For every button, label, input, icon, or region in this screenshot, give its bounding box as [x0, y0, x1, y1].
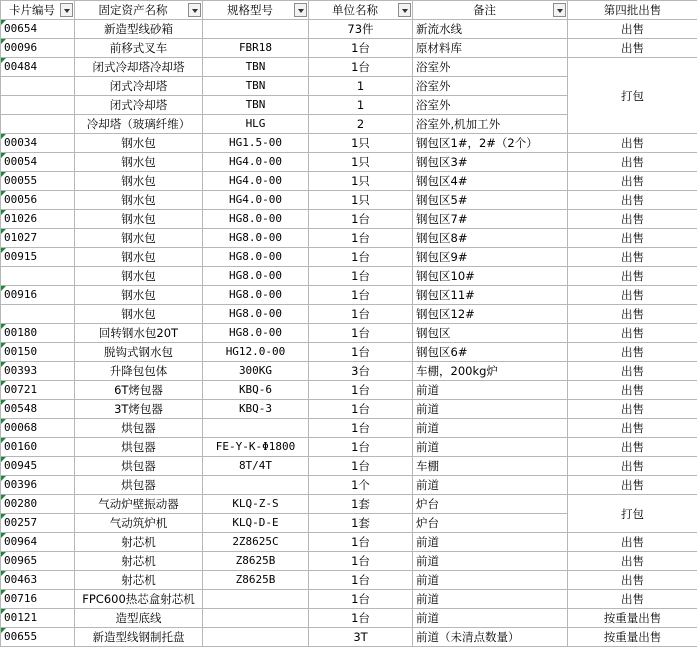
note-cell[interactable]: 前道 — [413, 590, 568, 609]
note-cell[interactable]: 原材料库 — [413, 39, 568, 58]
card-id-cell[interactable]: 00916 — [1, 286, 75, 305]
asset-name-cell[interactable]: 钢水包 — [75, 191, 203, 210]
table-row — [1, 210, 697, 229]
spec-cell[interactable]: KLQ-Z-S — [203, 495, 309, 514]
note-cell[interactable]: 钢包区8# — [413, 229, 568, 248]
note-cell[interactable]: 前道 — [413, 476, 568, 495]
sale-status-cell[interactable]: 出售 — [568, 153, 697, 172]
spec-cell[interactable]: KLQ-D-E — [203, 514, 309, 533]
asset-name-cell[interactable]: 6T烤包器 — [75, 381, 203, 400]
card-id-cell[interactable]: 00965 — [1, 552, 75, 571]
card-id-cell[interactable]: 00655 — [1, 628, 75, 647]
note-cell[interactable]: 钢包区9# — [413, 248, 568, 267]
note-cell[interactable]: 前道 — [413, 400, 568, 419]
unit-cell[interactable]: 3T — [309, 628, 413, 647]
unit-cell[interactable]: 1台 — [309, 324, 413, 343]
unit-cell[interactable]: 3台 — [309, 362, 413, 381]
sale-status-cell[interactable]: 出售 — [568, 286, 697, 305]
spec-cell[interactable] — [203, 419, 309, 438]
sale-status-cell[interactable]: 出售 — [568, 305, 697, 324]
unit-cell[interactable]: 1台 — [309, 571, 413, 590]
spec-cell[interactable]: HG8.0-00 — [203, 248, 309, 267]
unit-cell[interactable]: 1台 — [309, 457, 413, 476]
sale-status-cell[interactable]: 出售 — [568, 457, 697, 476]
spec-cell[interactable]: FE-Y-K-Φ1800 — [203, 438, 309, 457]
filter-dropdown-icon[interactable] — [553, 3, 566, 17]
spec-cell[interactable]: TBN — [203, 77, 309, 96]
sale-status-cell[interactable]: 打包 — [568, 495, 697, 533]
unit-cell[interactable]: 1只 — [309, 134, 413, 153]
asset-name-cell[interactable]: 回转钢水包20T — [75, 324, 203, 343]
note-cell[interactable]: 浴室外 — [413, 77, 568, 96]
table-row — [1, 267, 697, 286]
spec-cell[interactable]: TBN — [203, 58, 309, 77]
spec-cell[interactable]: HG8.0-00 — [203, 267, 309, 286]
filter-dropdown-icon[interactable] — [398, 3, 411, 17]
note-cell[interactable]: 浴室外,机加工外 — [413, 115, 568, 134]
unit-cell[interactable]: 1台 — [309, 210, 413, 229]
asset-name-cell[interactable]: 钢水包 — [75, 134, 203, 153]
card-id-cell[interactable]: 00964 — [1, 533, 75, 552]
spec-cell[interactable]: Z8625B — [203, 552, 309, 571]
card-id-cell[interactable] — [1, 77, 75, 96]
note-cell[interactable]: 炉台 — [413, 495, 568, 514]
unit-cell[interactable]: 1台 — [309, 400, 413, 419]
card-id-cell[interactable]: 00915 — [1, 248, 75, 267]
note-cell[interactable]: 钢包区3# — [413, 153, 568, 172]
asset-name-cell[interactable]: 前移式叉车 — [75, 39, 203, 58]
sale-status-cell[interactable]: 出售 — [568, 476, 697, 495]
unit-cell[interactable]: 1台 — [309, 609, 413, 628]
unit-cell[interactable]: 1只 — [309, 153, 413, 172]
table-body — [1, 20, 697, 647]
sale-status-cell[interactable]: 打包 — [568, 58, 697, 134]
spec-cell[interactable]: HG8.0-00 — [203, 286, 309, 305]
asset-name-cell[interactable]: 钢水包 — [75, 210, 203, 229]
unit-cell[interactable]: 1套 — [309, 514, 413, 533]
sale-status-cell[interactable]: 出售 — [568, 571, 697, 590]
sale-status-cell[interactable]: 按重量出售 — [568, 628, 697, 647]
table-row — [1, 58, 697, 77]
asset-name-cell[interactable]: 脱钩式钢水包 — [75, 343, 203, 362]
spec-cell[interactable] — [203, 590, 309, 609]
spec-cell[interactable] — [203, 476, 309, 495]
asset-name-cell[interactable]: 闭式冷却塔 — [75, 77, 203, 96]
asset-name-cell[interactable]: 射芯机 — [75, 533, 203, 552]
table-row — [1, 343, 697, 362]
spec-cell[interactable] — [203, 609, 309, 628]
asset-name-cell[interactable]: 烘包器 — [75, 457, 203, 476]
card-id-cell[interactable] — [1, 96, 75, 115]
unit-cell[interactable]: 73件 — [309, 20, 413, 39]
unit-cell[interactable]: 1台 — [309, 248, 413, 267]
note-cell[interactable]: 钢包区 — [413, 324, 568, 343]
spec-cell[interactable]: HG12.0-00 — [203, 343, 309, 362]
sale-status-cell[interactable]: 出售 — [568, 362, 697, 381]
card-id-cell[interactable]: 00548 — [1, 400, 75, 419]
card-id-cell[interactable]: 00068 — [1, 419, 75, 438]
unit-cell[interactable]: 1台 — [309, 438, 413, 457]
sale-status-cell[interactable]: 出售 — [568, 343, 697, 362]
card-id-cell[interactable]: 00463 — [1, 571, 75, 590]
filter-dropdown-icon[interactable] — [60, 3, 73, 17]
table-row — [1, 134, 697, 153]
sale-status-cell[interactable]: 出售 — [568, 191, 697, 210]
note-cell[interactable]: 钢包区12# — [413, 305, 568, 324]
sale-status-cell[interactable]: 出售 — [568, 438, 697, 457]
spec-cell[interactable]: 2Z8625C — [203, 533, 309, 552]
sale-status-cell[interactable]: 出售 — [568, 172, 697, 191]
asset-name-cell[interactable]: 3T烤包器 — [75, 400, 203, 419]
asset-name-cell[interactable]: 钢水包 — [75, 153, 203, 172]
table-row — [1, 20, 697, 39]
header-card-id[interactable]: 卡片编号 — [1, 1, 75, 20]
spec-cell[interactable]: 300KG — [203, 362, 309, 381]
sale-status-cell[interactable]: 出售 — [568, 419, 697, 438]
unit-cell[interactable]: 1只 — [309, 172, 413, 191]
sale-status-cell[interactable]: 按重量出售 — [568, 609, 697, 628]
unit-cell[interactable]: 1只 — [309, 191, 413, 210]
note-cell[interactable]: 浴室外 — [413, 96, 568, 115]
header-row — [1, 1, 697, 20]
unit-cell[interactable]: 1台 — [309, 39, 413, 58]
sale-status-cell[interactable]: 出售 — [568, 248, 697, 267]
note-cell[interactable]: 车棚 — [413, 457, 568, 476]
sale-status-cell[interactable]: 出售 — [568, 324, 697, 343]
header-unit[interactable]: 单位名称 — [309, 1, 413, 20]
card-id-cell[interactable]: 00257 — [1, 514, 75, 533]
table-row — [1, 533, 697, 552]
header-spec[interactable]: 规格型号 — [203, 1, 309, 20]
card-id-cell[interactable]: 00716 — [1, 590, 75, 609]
table-row — [1, 628, 697, 647]
spec-cell[interactable]: HG8.0-00 — [203, 324, 309, 343]
card-id-cell[interactable]: 00160 — [1, 438, 75, 457]
spec-cell[interactable]: HG4.0-00 — [203, 191, 309, 210]
card-id-cell[interactable]: 00096 — [1, 39, 75, 58]
unit-cell[interactable]: 1台 — [309, 267, 413, 286]
note-cell[interactable]: 前道 — [413, 438, 568, 457]
table-row — [1, 457, 697, 476]
spec-cell[interactable]: HLG — [203, 115, 309, 134]
table-row — [1, 552, 697, 571]
spec-cell[interactable]: TBN — [203, 96, 309, 115]
note-cell[interactable]: 车棚，200kg炉 — [413, 362, 568, 381]
table-row — [1, 571, 697, 590]
card-id-cell[interactable]: 00150 — [1, 343, 75, 362]
note-cell[interactable]: 钢包区5# — [413, 191, 568, 210]
card-id-cell[interactable] — [1, 305, 75, 324]
unit-cell[interactable]: 1套 — [309, 495, 413, 514]
sale-status-cell[interactable]: 出售 — [568, 229, 697, 248]
card-id-cell[interactable]: 00055 — [1, 172, 75, 191]
asset-name-cell[interactable]: 烘包器 — [75, 419, 203, 438]
header-asset-name[interactable]: 固定资产名称 — [75, 1, 203, 20]
note-cell[interactable]: 钢包区10# — [413, 267, 568, 286]
table-row — [1, 286, 697, 305]
asset-name-cell[interactable]: 升降包包体 — [75, 362, 203, 381]
asset-name-cell[interactable]: 射芯机 — [75, 571, 203, 590]
asset-name-cell[interactable]: 钢水包 — [75, 267, 203, 286]
spec-cell[interactable]: 8T/4T — [203, 457, 309, 476]
table-row — [1, 191, 697, 210]
note-cell[interactable]: 炉台 — [413, 514, 568, 533]
table-row — [1, 400, 697, 419]
note-cell[interactable]: 前道 — [413, 609, 568, 628]
note-cell[interactable]: 浴室外 — [413, 58, 568, 77]
sale-status-cell[interactable]: 出售 — [568, 590, 697, 609]
table-row — [1, 495, 697, 514]
card-id-cell[interactable]: 01026 — [1, 210, 75, 229]
asset-name-cell[interactable]: FPC600热芯盒射芯机 — [75, 590, 203, 609]
card-id-cell[interactable]: 00121 — [1, 609, 75, 628]
table-row — [1, 438, 697, 457]
spec-cell[interactable]: HG4.0-00 — [203, 172, 309, 191]
asset-name-cell[interactable]: 冷却塔（玻璃纤维） — [75, 115, 203, 134]
table-row — [1, 229, 697, 248]
card-id-cell[interactable]: 00280 — [1, 495, 75, 514]
spec-cell[interactable] — [203, 628, 309, 647]
card-id-cell[interactable]: 00393 — [1, 362, 75, 381]
note-cell[interactable]: 前道 — [413, 552, 568, 571]
note-cell[interactable]: 钢包区6# — [413, 343, 568, 362]
unit-cell[interactable]: 1台 — [309, 590, 413, 609]
unit-cell[interactable]: 1台 — [309, 286, 413, 305]
sale-status-cell[interactable]: 出售 — [568, 134, 697, 153]
sale-status-cell[interactable]: 出售 — [568, 20, 697, 39]
spec-cell[interactable]: KBQ-3 — [203, 400, 309, 419]
spec-cell[interactable]: FBR18 — [203, 39, 309, 58]
note-cell[interactable]: 前道（未清点数量） — [413, 628, 568, 647]
header-note[interactable]: 备注 — [413, 1, 568, 20]
card-id-cell[interactable]: 00056 — [1, 191, 75, 210]
header-batch4-sale[interactable]: 第四批出售 — [568, 1, 697, 20]
table-row — [1, 172, 697, 191]
card-id-cell[interactable]: 00054 — [1, 153, 75, 172]
asset-name-cell[interactable]: 钢水包 — [75, 305, 203, 324]
table-row — [1, 248, 697, 267]
unit-cell[interactable]: 1 — [309, 77, 413, 96]
table-row — [1, 609, 697, 628]
card-id-cell[interactable]: 00180 — [1, 324, 75, 343]
asset-name-cell[interactable]: 烘包器 — [75, 476, 203, 495]
table-row — [1, 305, 697, 324]
table-row — [1, 419, 697, 438]
card-id-cell[interactable]: 00484 — [1, 58, 75, 77]
card-id-cell[interactable]: 00945 — [1, 457, 75, 476]
unit-cell[interactable]: 1台 — [309, 552, 413, 571]
table-row — [1, 476, 697, 495]
asset-name-cell[interactable]: 钢水包 — [75, 248, 203, 267]
filter-dropdown-icon[interactable] — [294, 3, 307, 17]
table-row — [1, 362, 697, 381]
table-row — [1, 381, 697, 400]
unit-cell[interactable]: 1 — [309, 96, 413, 115]
card-id-cell[interactable]: 00721 — [1, 381, 75, 400]
note-cell[interactable]: 钢包区1#，2#（2个） — [413, 134, 568, 153]
table-row — [1, 153, 697, 172]
asset-name-cell[interactable]: 射芯机 — [75, 552, 203, 571]
unit-cell[interactable]: 1台 — [309, 305, 413, 324]
asset-name-cell[interactable]: 气动筑炉机 — [75, 514, 203, 533]
card-id-cell[interactable]: 00034 — [1, 134, 75, 153]
unit-cell[interactable]: 1台 — [309, 533, 413, 552]
unit-cell[interactable]: 1台 — [309, 419, 413, 438]
note-cell[interactable]: 前道 — [413, 571, 568, 590]
note-cell[interactable]: 钢包区7# — [413, 210, 568, 229]
asset-name-cell[interactable]: 钢水包 — [75, 286, 203, 305]
asset-name-cell[interactable]: 气动炉壁振动器 — [75, 495, 203, 514]
unit-cell[interactable]: 1台 — [309, 229, 413, 248]
sale-status-cell[interactable]: 出售 — [568, 267, 697, 286]
filter-dropdown-icon[interactable] — [188, 3, 201, 17]
sale-status-cell[interactable]: 出售 — [568, 400, 697, 419]
unit-cell[interactable]: 1台 — [309, 381, 413, 400]
asset-name-cell[interactable]: 新造型线钢制托盘 — [75, 628, 203, 647]
card-id-cell[interactable]: 00654 — [1, 20, 75, 39]
unit-cell[interactable]: 1个 — [309, 476, 413, 495]
note-cell[interactable]: 前道 — [413, 419, 568, 438]
spec-cell[interactable]: HG8.0-00 — [203, 305, 309, 324]
sale-status-cell[interactable]: 出售 — [568, 210, 697, 229]
card-id-cell[interactable] — [1, 267, 75, 286]
sale-status-cell[interactable]: 出售 — [568, 39, 697, 58]
spec-cell[interactable]: HG4.0-00 — [203, 153, 309, 172]
note-cell[interactable]: 钢包区4# — [413, 172, 568, 191]
asset-name-cell[interactable]: 钢水包 — [75, 172, 203, 191]
asset-name-cell[interactable]: 新造型线砂箱 — [75, 20, 203, 39]
spec-cell[interactable] — [203, 20, 309, 39]
asset-name-cell[interactable]: 造型底线 — [75, 609, 203, 628]
spec-cell[interactable]: Z8625B — [203, 571, 309, 590]
asset-name-cell[interactable]: 烘包器 — [75, 438, 203, 457]
table-row — [1, 39, 697, 58]
card-id-cell[interactable] — [1, 115, 75, 134]
note-cell[interactable]: 新流水线 — [413, 20, 568, 39]
unit-cell[interactable]: 1台 — [309, 58, 413, 77]
note-cell[interactable]: 前道 — [413, 533, 568, 552]
spec-cell[interactable]: HG8.0-00 — [203, 210, 309, 229]
table-row — [1, 590, 697, 609]
sale-status-cell[interactable]: 出售 — [568, 381, 697, 400]
asset-name-cell[interactable]: 闭式冷却塔冷却塔 — [75, 58, 203, 77]
spec-cell[interactable]: HG1.5-00 — [203, 134, 309, 153]
unit-cell[interactable]: 1台 — [309, 343, 413, 362]
card-id-cell[interactable]: 01027 — [1, 229, 75, 248]
sale-status-cell[interactable]: 出售 — [568, 533, 697, 552]
unit-cell[interactable]: 2 — [309, 115, 413, 134]
asset-name-cell[interactable]: 闭式冷却塔 — [75, 96, 203, 115]
spec-cell[interactable]: HG8.0-00 — [203, 229, 309, 248]
card-id-cell[interactable]: 00396 — [1, 476, 75, 495]
note-cell[interactable]: 前道 — [413, 381, 568, 400]
note-cell[interactable]: 钢包区11# — [413, 286, 568, 305]
asset-name-cell[interactable]: 钢水包 — [75, 229, 203, 248]
sale-status-cell[interactable]: 出售 — [568, 552, 697, 571]
spec-cell[interactable]: KBQ-6 — [203, 381, 309, 400]
table-row — [1, 324, 697, 343]
